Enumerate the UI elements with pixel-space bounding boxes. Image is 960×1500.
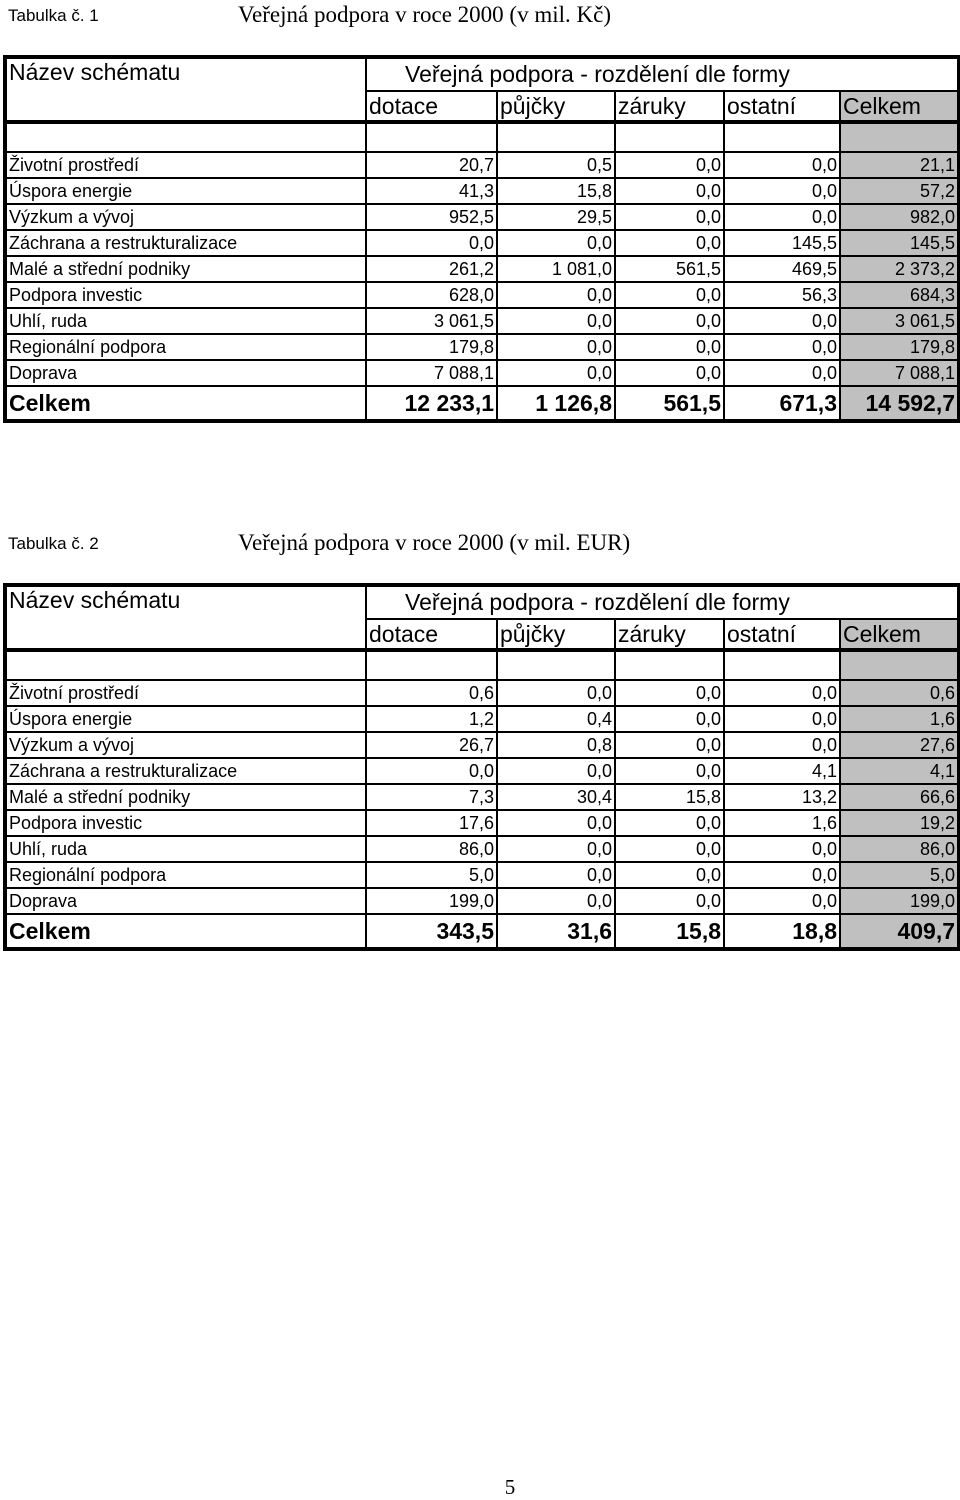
value-cell: 0,0 <box>497 360 615 386</box>
value-cell: 0,0 <box>497 888 615 914</box>
value-cell: 0,5 <box>497 152 615 178</box>
spacer-cell <box>366 650 497 680</box>
scheme-name-cell: Malé a střední podniky <box>5 256 366 282</box>
value-cell: 1,6 <box>840 706 959 732</box>
scheme-name-cell: Podpora investic <box>5 282 366 308</box>
value-cell: 0,0 <box>497 230 615 256</box>
value-cell: 0,0 <box>615 810 724 836</box>
value-cell: 15,8 <box>497 178 615 204</box>
total-label-cell: Celkem <box>5 914 366 949</box>
table-row <box>5 758 959 784</box>
value-cell: 0,0 <box>615 836 724 862</box>
value-cell: 26,7 <box>366 732 497 758</box>
header-row <box>5 57 959 91</box>
value-cell: 0,0 <box>615 862 724 888</box>
value-cell: 13,2 <box>724 784 840 810</box>
value-cell: 0,0 <box>724 888 840 914</box>
table-caption <box>0 528 960 558</box>
value-cell: 0,0 <box>724 706 840 732</box>
value-cell: 179,8 <box>840 334 959 360</box>
value-cell: 7 088,1 <box>840 360 959 386</box>
table-row <box>5 836 959 862</box>
column-header: záruky <box>615 91 724 122</box>
page-number: 5 <box>504 1475 516 1499</box>
total-value-cell: 409,7 <box>840 914 959 949</box>
value-cell: 27,6 <box>840 732 959 758</box>
value-cell: 2 373,2 <box>840 256 959 282</box>
value-cell: 0,6 <box>840 680 959 706</box>
value-cell: 56,3 <box>724 282 840 308</box>
value-cell: 7,3 <box>366 784 497 810</box>
scheme-name-cell: Životní prostředí <box>5 680 366 706</box>
aid-table-czk <box>3 55 960 423</box>
value-cell: 0,0 <box>497 758 615 784</box>
table-row <box>5 230 959 256</box>
spacer-cell <box>366 122 497 152</box>
table-row <box>5 888 959 914</box>
value-cell: 0,0 <box>615 360 724 386</box>
value-cell: 261,2 <box>366 256 497 282</box>
table-caption <box>0 0 960 30</box>
spacer-row <box>5 122 959 152</box>
spacer-cell <box>615 650 724 680</box>
table-row <box>5 360 959 386</box>
total-value-cell: 31,6 <box>497 914 615 949</box>
value-cell: 0,0 <box>615 758 724 784</box>
table-label: Tabulka č. 2 <box>8 534 99 553</box>
column-header: Celkem <box>840 619 959 650</box>
scheme-name-cell: Výzkum a vývoj <box>5 732 366 758</box>
value-cell: 179,8 <box>366 334 497 360</box>
scheme-name-cell: Malé a střední podniky <box>5 784 366 810</box>
value-cell: 0,0 <box>497 862 615 888</box>
value-cell: 4,1 <box>724 758 840 784</box>
spacer-cell <box>615 122 724 152</box>
value-cell: 0,0 <box>724 680 840 706</box>
table-row <box>5 334 959 360</box>
spacer-cell <box>5 650 366 680</box>
table-row <box>5 204 959 230</box>
total-value-cell: 671,3 <box>724 386 840 421</box>
value-cell: 0,0 <box>615 706 724 732</box>
value-cell: 21,1 <box>840 152 959 178</box>
value-cell: 5,0 <box>366 862 497 888</box>
total-row <box>5 386 959 421</box>
total-value-cell: 18,8 <box>724 914 840 949</box>
table-row <box>5 862 959 888</box>
value-cell: 0,0 <box>497 836 615 862</box>
spacer-cell <box>5 122 366 152</box>
value-cell: 145,5 <box>724 230 840 256</box>
value-cell: 0,0 <box>497 680 615 706</box>
spacer-row <box>5 650 959 680</box>
value-cell: 30,4 <box>497 784 615 810</box>
value-cell: 145,5 <box>840 230 959 256</box>
value-cell: 0,0 <box>615 334 724 360</box>
table-row <box>5 282 959 308</box>
value-cell: 86,0 <box>366 836 497 862</box>
value-cell: 5,0 <box>840 862 959 888</box>
column-header: dotace <box>366 91 497 122</box>
value-cell: 0,0 <box>615 152 724 178</box>
value-cell: 0,0 <box>615 230 724 256</box>
value-cell: 0,0 <box>615 308 724 334</box>
value-cell: 0,0 <box>497 334 615 360</box>
group-header: Veřejná podpora - rozdělení dle formy <box>366 585 959 619</box>
table-row <box>5 308 959 334</box>
table-row <box>5 784 959 810</box>
value-cell: 29,5 <box>497 204 615 230</box>
value-cell: 0,0 <box>724 836 840 862</box>
name-column-header: Název schématu <box>5 57 366 122</box>
total-value-cell: 343,5 <box>366 914 497 949</box>
value-cell: 469,5 <box>724 256 840 282</box>
value-cell: 0,0 <box>497 810 615 836</box>
table-block-2 <box>0 528 960 944</box>
spacer-cell <box>840 122 959 152</box>
column-header: dotace <box>366 619 497 650</box>
table-title: Veřejná podpora v roce 2000 (v mil. Kč) <box>238 2 611 27</box>
total-label-cell: Celkem <box>5 386 366 421</box>
scheme-name-cell: Uhlí, ruda <box>5 308 366 334</box>
value-cell: 0,6 <box>366 680 497 706</box>
value-cell: 66,6 <box>840 784 959 810</box>
table-block-1 <box>0 0 960 416</box>
value-cell: 0,0 <box>615 680 724 706</box>
spacer-cell <box>724 650 840 680</box>
spacer-cell <box>497 122 615 152</box>
value-cell: 0,0 <box>724 862 840 888</box>
total-value-cell: 14 592,7 <box>840 386 959 421</box>
table-row <box>5 680 959 706</box>
value-cell: 0,0 <box>724 334 840 360</box>
spacer-cell <box>497 650 615 680</box>
table-row <box>5 178 959 204</box>
value-cell: 0,0 <box>366 230 497 256</box>
value-cell: 1 081,0 <box>497 256 615 282</box>
value-cell: 199,0 <box>840 888 959 914</box>
value-cell: 86,0 <box>840 836 959 862</box>
scheme-name-cell: Úspora energie <box>5 178 366 204</box>
value-cell: 0,0 <box>615 888 724 914</box>
value-cell: 0,0 <box>724 178 840 204</box>
spacer-cell <box>724 122 840 152</box>
total-value-cell: 12 233,1 <box>366 386 497 421</box>
table-title: Veřejná podpora v roce 2000 (v mil. EUR) <box>238 530 631 555</box>
header-row <box>5 585 959 619</box>
column-header: ostatní <box>724 619 840 650</box>
value-cell: 7 088,1 <box>366 360 497 386</box>
scheme-name-cell: Záchrana a restrukturalizace <box>5 758 366 784</box>
value-cell: 628,0 <box>366 282 497 308</box>
value-cell: 952,5 <box>366 204 497 230</box>
value-cell: 0,0 <box>724 152 840 178</box>
value-cell: 4,1 <box>840 758 959 784</box>
table-row <box>5 810 959 836</box>
total-value-cell: 1 126,8 <box>497 386 615 421</box>
value-cell: 0,0 <box>615 178 724 204</box>
value-cell: 0,4 <box>497 706 615 732</box>
column-header: půjčky <box>497 91 615 122</box>
aid-table-eur <box>3 583 960 951</box>
table-row <box>5 152 959 178</box>
scheme-name-cell: Výzkum a vývoj <box>5 204 366 230</box>
scheme-name-cell: Úspora energie <box>5 706 366 732</box>
scheme-name-cell: Uhlí, ruda <box>5 836 366 862</box>
total-value-cell: 561,5 <box>615 386 724 421</box>
table-row <box>5 256 959 282</box>
scheme-name-cell: Doprava <box>5 360 366 386</box>
scheme-name-cell: Záchrana a restrukturalizace <box>5 230 366 256</box>
scheme-name-cell: Podpora investic <box>5 810 366 836</box>
value-cell: 0,0 <box>615 204 724 230</box>
column-header: ostatní <box>724 91 840 122</box>
spacer-cell <box>840 650 959 680</box>
total-row <box>5 914 959 949</box>
value-cell: 0,0 <box>724 360 840 386</box>
column-header: záruky <box>615 619 724 650</box>
scheme-name-cell: Regionální podpora <box>5 862 366 888</box>
value-cell: 0,8 <box>497 732 615 758</box>
value-cell: 17,6 <box>366 810 497 836</box>
value-cell: 20,7 <box>366 152 497 178</box>
total-value-cell: 15,8 <box>615 914 724 949</box>
table-label: Tabulka č. 1 <box>8 6 99 25</box>
value-cell: 0,0 <box>615 282 724 308</box>
value-cell: 199,0 <box>366 888 497 914</box>
column-header: půjčky <box>497 619 615 650</box>
table-row <box>5 706 959 732</box>
column-header: Celkem <box>840 91 959 122</box>
value-cell: 3 061,5 <box>840 308 959 334</box>
group-header: Veřejná podpora - rozdělení dle formy <box>366 57 959 91</box>
value-cell: 3 061,5 <box>366 308 497 334</box>
scheme-name-cell: Životní prostředí <box>5 152 366 178</box>
value-cell: 0,0 <box>497 308 615 334</box>
value-cell: 15,8 <box>615 784 724 810</box>
scheme-name-cell: Regionální podpora <box>5 334 366 360</box>
value-cell: 0,0 <box>615 732 724 758</box>
value-cell: 561,5 <box>615 256 724 282</box>
value-cell: 57,2 <box>840 178 959 204</box>
value-cell: 1,2 <box>366 706 497 732</box>
name-column-header: Název schématu <box>5 585 366 650</box>
table-row <box>5 732 959 758</box>
value-cell: 684,3 <box>840 282 959 308</box>
value-cell: 19,2 <box>840 810 959 836</box>
value-cell: 0,0 <box>366 758 497 784</box>
scheme-name-cell: Doprava <box>5 888 366 914</box>
value-cell: 0,0 <box>497 282 615 308</box>
value-cell: 0,0 <box>724 204 840 230</box>
value-cell: 0,0 <box>724 308 840 334</box>
value-cell: 982,0 <box>840 204 959 230</box>
value-cell: 41,3 <box>366 178 497 204</box>
value-cell: 1,6 <box>724 810 840 836</box>
value-cell: 0,0 <box>724 732 840 758</box>
